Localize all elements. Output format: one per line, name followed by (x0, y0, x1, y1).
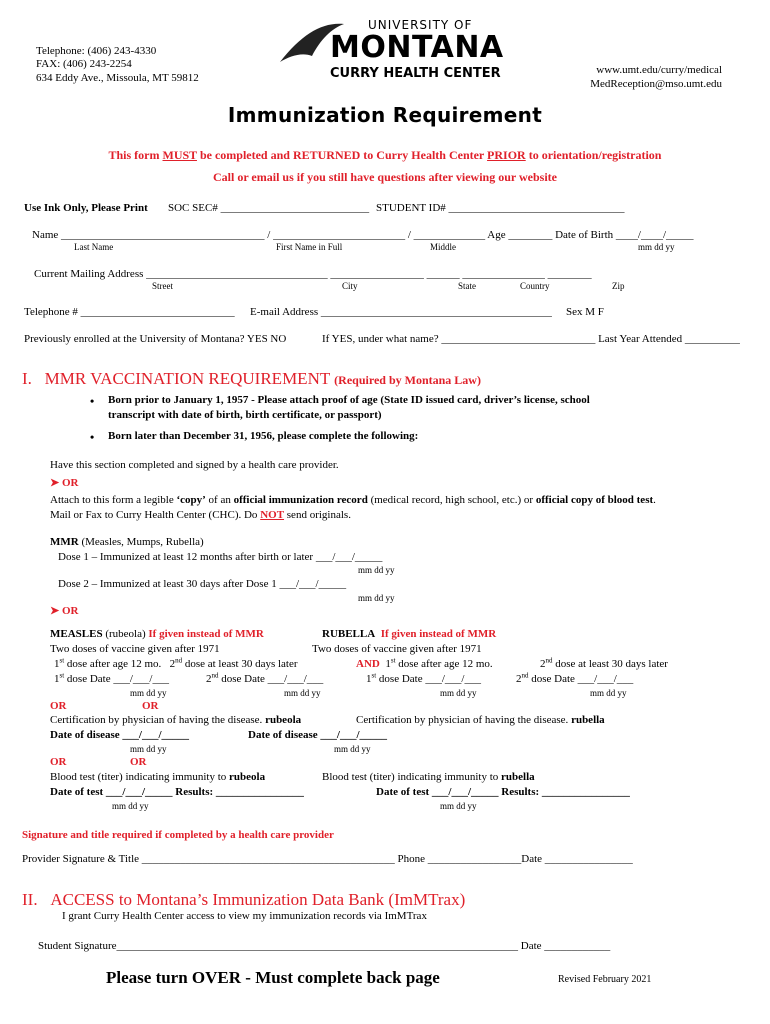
dose2-format: mm dd yy (358, 593, 395, 603)
notice-line2: Call or email us if you still have questions after viewing our website (212, 170, 557, 184)
turn-over-note: Please turn OVER - Must complete back page (106, 968, 440, 987)
email-field[interactable]: E-mail Address __________________________________________ (250, 306, 552, 318)
grant-text: I grant Curry Health Center access to view my immunization records via ImMTrax (62, 910, 427, 922)
middle-label: Middle (430, 242, 456, 252)
rubella-dose1-date[interactable]: 1st dose Date ___/___/___ (366, 671, 481, 685)
address-field[interactable]: Current Mailing Address _________________________________ _________________ ______ _______________ ________ (34, 268, 592, 280)
student-id-field[interactable]: STUDENT ID# ________________________________ (376, 202, 625, 214)
bullet1-text-a: Born prior to January 1, 1957 - Please attach proof of age (State ID issued card, driver’s license, school (108, 394, 590, 406)
format-b: mm dd yy (284, 688, 321, 698)
cert-rubella: Certification by physician of having the disease. rubella (356, 714, 605, 726)
street-label: Street (152, 281, 173, 291)
prior-name-field[interactable]: If YES, under what name? ____________________________ Last Year Attended __________ (322, 333, 740, 345)
format-d: mm dd yy (590, 688, 627, 698)
country-label: Country (520, 281, 550, 291)
blood-rubeola: Blood test (titer) indicating immunity to rubeola (50, 771, 266, 783)
bullet1-text-b: transcript with date of birth, birth certificate, or passport) (108, 409, 382, 421)
measles-dose-ages: 1st dose after age 12 mo. 2nd dose at least 30 days later (54, 656, 298, 670)
logo-line2: MONTANA (330, 30, 504, 65)
arrow-icon: ➤ (50, 605, 62, 617)
zip-label: Zip (612, 281, 625, 291)
header-website[interactable]: www.umt.edu/curry/medical (596, 64, 722, 76)
section1-heading: I. MMR VACCINATION REQUIREMENT (Required by Montana Law) (22, 369, 481, 388)
name-field[interactable]: Name _____________________________________ / ________________________ / _____________ Age ________ Date of Birth ____/____/_____ (32, 229, 694, 241)
last-name-label: Last Name (74, 242, 114, 252)
blood-rubella: Blood test (titer) indicating immunity to rubella (322, 771, 535, 783)
mmr-heading: MMR (Measles, Mumps, Rubella) (50, 536, 204, 548)
format-f: mm dd yy (334, 744, 371, 754)
telephone-field[interactable]: Telephone # ____________________________ (24, 306, 235, 318)
or-label-2: ➤ OR (50, 605, 79, 617)
rubeola-disease-date[interactable]: Date of disease ___/___/_____ (50, 729, 190, 741)
revised-date: Revised February 2021 (558, 974, 652, 985)
or-label-5: OR (50, 756, 67, 768)
ink-instruction: Use Ink Only, Please Print (24, 202, 148, 214)
format-c: mm dd yy (440, 688, 477, 698)
arrow-icon: ➤ (50, 477, 62, 489)
header-phone: Telephone: (406) 243-4330 (36, 45, 157, 57)
dose1-format: mm dd yy (358, 565, 395, 575)
format-h: mm dd yy (440, 801, 477, 811)
university-logo (272, 14, 502, 94)
page-title: Immunization Requirement (227, 103, 543, 127)
dob-format-label: mm dd yy (638, 242, 675, 252)
notice-line1: This form MUST be completed and RETURNED to Curry Health Center PRIOR to orientation/registration (108, 148, 662, 162)
rubella-dose2-age: 2nd dose at least 30 days later (540, 656, 668, 670)
or-label-6: OR (130, 756, 147, 768)
format-g: mm dd yy (112, 801, 149, 811)
logo-line3: CURRY HEALTH CENTER (330, 66, 501, 81)
first-name-label: First Name in Full (276, 242, 343, 252)
format-e: mm dd yy (130, 744, 167, 754)
rubella-test-date[interactable]: Date of test ___/___/_____ Results: ________________ (376, 786, 630, 798)
city-label: City (342, 281, 358, 291)
or-label-3: OR (50, 700, 67, 712)
measles-dose1-date[interactable]: 1st dose Date ___/___/___ (54, 671, 169, 685)
logo-line1: UNIVERSITY OF (368, 18, 473, 32)
header-email[interactable]: MedReception@mso.umt.edu (590, 78, 722, 90)
student-signature-field[interactable]: Student Signature_________________________________________________________________________ Date ____________ (38, 940, 611, 952)
rubeola-test-date[interactable]: Date of test ___/___/_____ Results: ________________ (50, 786, 304, 798)
mail-instruction: Mail or Fax to Curry Health Center (CHC). Do NOT send originals. (50, 509, 351, 521)
dose1-field[interactable]: Dose 1 – Immunized at least 12 months after birth or later ___/___/_____ (58, 551, 383, 563)
soc-sec-field[interactable]: SOC SEC# ___________________________ (168, 202, 370, 214)
dose2-field[interactable]: Dose 2 – Immunized at least 30 days after Dose 1 ___/___/_____ (58, 578, 347, 590)
bullet2: • (90, 430, 95, 444)
format-a: mm dd yy (130, 688, 167, 698)
rubella-disease-date[interactable]: Date of disease ___/___/_____ (248, 729, 388, 741)
bullet1: • (90, 394, 95, 408)
section2-heading: II. ACCESS to Montana’s Immunization Data Bank (ImMTrax) (22, 890, 466, 909)
rubella-two-doses: Two doses of vaccine given after 1971 (312, 643, 482, 655)
attach-instruction: Attach to this form a legible ‘copy’ of an official immunization record (medical record, high school, etc.) or official copy of blood test. (50, 494, 656, 506)
provider-signature-field[interactable]: Provider Signature & Title ______________________________________________ Phone _________________Date ________________ (22, 853, 633, 865)
previously-enrolled-field[interactable]: Previously enrolled at the University of Montana? YES NO (24, 333, 287, 345)
or-label-1: ➤ OR (50, 477, 79, 489)
state-label: State (458, 281, 476, 291)
bullet2-text: Born later than December 31, 1956, please complete the following: (108, 430, 419, 442)
rubella-dose-ages: AND 1st dose after age 12 mo. (356, 656, 493, 670)
cert-rubeola: Certification by physician of having the disease. rubeola (50, 714, 302, 726)
rubella-heading: RUBELLA If given instead of MMR (322, 628, 497, 640)
header-fax: FAX: (406) 243-2254 (36, 58, 132, 70)
or-label-4: OR (142, 700, 159, 712)
sex-field[interactable]: Sex M F (566, 306, 604, 318)
have-signed-text: Have this section completed and signed by a health care provider. (50, 459, 339, 471)
measles-dose2-date[interactable]: 2nd dose Date ___/___/___ (206, 671, 324, 685)
measles-two-doses: Two doses of vaccine given after 1971 (50, 643, 220, 655)
header-address: 634 Eddy Ave., Missoula, MT 59812 (36, 72, 199, 84)
rubella-dose2-date[interactable]: 2nd dose Date ___/___/___ (516, 671, 634, 685)
measles-heading: MEASLES (rubeola) If given instead of MMR (50, 628, 264, 640)
sig-required-note: Signature and title required if completed by a health care provider (22, 829, 334, 841)
